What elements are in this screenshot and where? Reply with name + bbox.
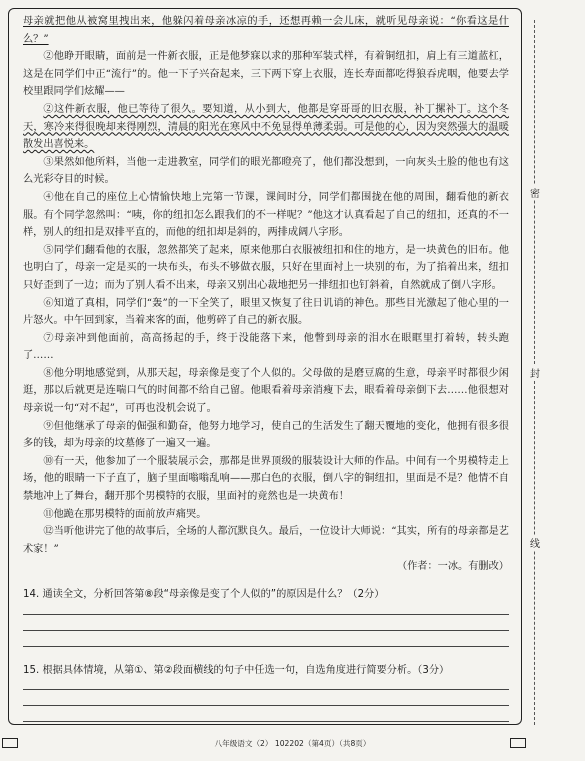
- answer-line: [23, 705, 509, 706]
- fold-label-mi: 密: [529, 185, 541, 200]
- answer-area-14[interactable]: [23, 614, 509, 647]
- paragraph-7: ⑥知道了真相，同学们“轰”的一下全笑了，眼里又恢复了往日讥诮的神色。那些目光激起了他心里的一片怒火。中午回到家，当着来客的面，他剪碎了自己的新衣服。: [23, 297, 509, 327]
- paragraph-6: ⑤同学们翻看他的衣服，忽然都笑了起来，原来他那白衣服被纽扣和住的地方，是一块黄色的旧布。他也明白了，母亲一定是买的一块布头，布头不够做衣服，只好在里面衬上一块别的布，为了掐着出来，纽扣只好歪到了一边；而为了别人看不出来，母亲又别出心裁地把另一排纽扣也钉斜着，自然就成了倒八字形。: [23, 244, 509, 291]
- answer-line: [23, 646, 509, 647]
- paragraph-4: ③果然如他所料，当他一走进教室，同学们的眼光都瞪亮了，他们都没想到，一向灰头土脸的他也有这么光彩夺目的时候。: [23, 156, 509, 186]
- exam-sheet: [8, 8, 522, 725]
- author-note: （作者：一冰。有删改）: [396, 561, 509, 573]
- paragraph-5: ④他在自己的座位上心情愉快地上完第一节课，课间时分，同学们都围拢在他的周围，翻看他的新衣服。有个同学忽然叫：“咦，你的纽扣怎么跟我们的不一样呢？”他这才认真看起了自己的纽扣，还真的不一样，别人的纽扣是双排平直的，而他的纽扣却是斜的，两排成阔八字形。: [23, 191, 509, 239]
- answer-line: [23, 721, 509, 722]
- question-14: 14. 通读全文，分析回答第⑧段“母亲像是变了个人似的”的原因是什么？（2分）: [23, 589, 385, 600]
- paragraph-3-text: ②这件新衣服，他已等待了很久。要知道，从小到大，他都是穿哥哥的旧衣服，补丁摞补丁。这个冬天，寒冷来得很晚却来得刚烈，清晨的阳光在寒风中不免显得单薄柔弱。可是他的心，因为突然强大的温暖散发出喜悦来。: [23, 103, 509, 151]
- paragraph-2: ②他睁开眼睛，面前是一件新衣服，正是他梦寐以求的那种军装式样，有着铜纽扣，肩上有三道蓝杠，这是在同学们中正“流行”的。他一下子兴奋起来，三下两下穿上衣服，连长寿面都吃得狼吞虎咽，他要去学校里跟同学们炫耀——: [23, 51, 509, 98]
- paragraph-13: ⑫当听他讲完了他的故事后，全场的人都沉默良久。最后，一位设计大师说：“其实，所有的母亲都是艺术家！”: [23, 526, 509, 555]
- fold-label-feng: 封: [529, 365, 541, 380]
- answer-line: [23, 689, 509, 690]
- paragraph-10: ⑨但他继承了母亲的倔强和勤奋，他努力地学习，使自己的生活发生了翻天覆地的变化，他拥有很多很多的钱，却为母亲的坟墓修了一遍又一遍。: [23, 420, 509, 450]
- page-footer: 八年级语文（2） 102202（第4页）（共8页）: [214, 739, 371, 748]
- paragraph-12: ⑪他跪在那男模特的面前放声痛哭。: [43, 508, 207, 520]
- answer-area-15[interactable]: [23, 689, 509, 722]
- fold-label-xian: 线: [529, 535, 541, 550]
- answer-line: [23, 630, 509, 631]
- question-15: 15. 根据具体情境，从第①、第②段面横线的句子中任选一句，自选角度进行简要分析。（3分）: [23, 664, 450, 676]
- paragraph-3: [23, 101, 509, 154]
- answer-line: [23, 614, 509, 615]
- paragraph-1-text: 母亲就把他从被窝里拽出来，他躲闪着母亲冰凉的手，还想再赖一会儿床，就听见母亲说：“你看这是什么？”: [23, 16, 509, 45]
- paragraph-11: ⑩有一天，他参加了一个服装展示会，那都是世界顶级的服装设计大师的作品。中间有一个男模特走上场，他的眼睛一下子直了，脑子里面嗡嗡乱响——那白色的衣服，倒八字的铜纽扣，里面是不是？他情不自禁地冲上了舞台，翻开那个男模特的衣服，里面衬的竟然也是一块黄布！: [23, 455, 509, 503]
- paragraph-8: ⑦母亲冲到他面前，高高扬起的手，终于没能落下来，他瞥到母亲的泪水在眼眶里打着转，转头跑了……: [23, 332, 509, 362]
- paragraph-1: [23, 13, 509, 48]
- reading-passage: [23, 13, 509, 725]
- paragraph-9: ⑧他分明地感觉到，从那天起，母亲像是变了个人似的。父母做的是磨豆腐的生意，母亲平时都很少闲逛，那以后就更是连喘口气的时间都不给自己留。他眼看着母亲消瘦下去，眼看着母亲倒下去……他很想对母亲说一句“对不起”，可再也没机会说了。: [23, 367, 509, 415]
